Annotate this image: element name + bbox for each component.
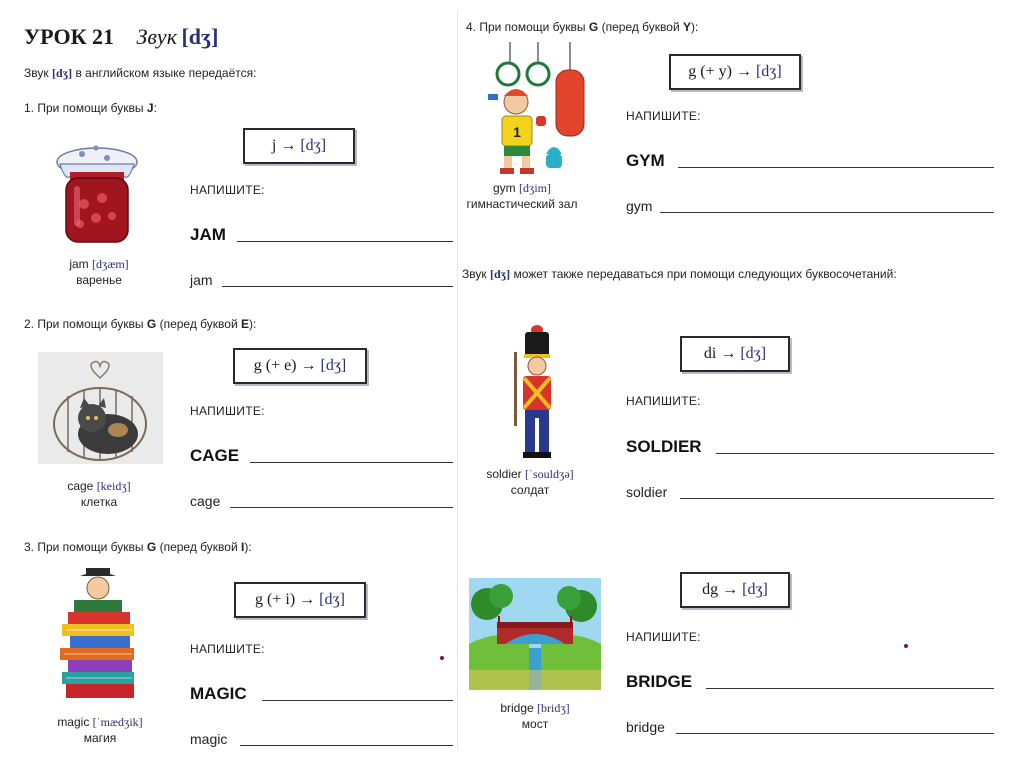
- word-upper-gym: GYM: [626, 151, 665, 170]
- rule-left: di →: [703, 345, 737, 362]
- magic-books-illustration: [56, 566, 142, 706]
- caption-ipa: [ˈmædʒik]: [92, 715, 143, 729]
- heading-prefix: 2. При помощи буквы: [24, 317, 144, 331]
- rule-ipa: [dʒ]: [755, 63, 782, 80]
- rule-left: g (+ i) →: [255, 591, 316, 608]
- writing-line-cage-lower[interactable]: [230, 507, 453, 508]
- heading-letter: J: [146, 101, 154, 115]
- rule-left: g (+ y) →: [688, 63, 752, 80]
- also-suffix: может также передаваться при помощи следующих буквосочетаний:: [513, 267, 897, 281]
- writing-line-gym-upper[interactable]: [678, 167, 994, 168]
- write-label-1: НАПИШИТЕ:: [190, 183, 265, 197]
- writing-line-bridge-lower[interactable]: [676, 733, 994, 734]
- rule-left: dg →: [702, 581, 739, 598]
- intro-suffix: в английском языке передаётся:: [75, 66, 257, 80]
- heading-prefix: 4. При помощи буквы: [466, 20, 586, 34]
- caption-ipa: [keidʒ]: [96, 479, 131, 493]
- rule-left: j →: [271, 137, 297, 154]
- heading-letter: G: [588, 20, 599, 34]
- heading-end: ):: [691, 20, 699, 34]
- intro-text: [24, 66, 256, 81]
- heading-letter: G: [146, 540, 157, 554]
- caption-translation: клетка: [80, 495, 118, 509]
- writing-line-magic-lower[interactable]: [240, 745, 453, 746]
- gym-illustration: [486, 42, 586, 176]
- writing-line-soldier-lower[interactable]: [680, 498, 994, 499]
- caption-cage: [44, 478, 154, 510]
- word-lower-jam: jam: [190, 272, 213, 288]
- heading-suffix: (перед буквой: [601, 20, 680, 34]
- lesson-number: УРОК 21: [24, 24, 115, 49]
- rule-ipa: [dʒ]: [742, 581, 768, 598]
- caption-magic: [40, 714, 160, 746]
- caption-translation: гимнастический зал: [466, 197, 578, 211]
- writing-line-cage-upper[interactable]: [250, 462, 453, 463]
- writing-line-gym-lower[interactable]: [660, 212, 994, 213]
- rule-ipa: [dʒ]: [320, 357, 347, 374]
- caption-gym: [462, 180, 582, 212]
- rule-box-dg: [680, 572, 790, 608]
- writing-line-jam-lower[interactable]: [222, 286, 453, 287]
- lesson-title: [24, 24, 218, 50]
- lesson-sound-word: Звук: [136, 24, 177, 49]
- rule-box-di: [680, 336, 790, 372]
- soldier-illustration: [510, 322, 564, 460]
- writing-line-jam-upper[interactable]: [237, 241, 453, 242]
- ink-dot: [904, 644, 908, 648]
- write-label-2: НАПИШИТЕ:: [190, 404, 265, 418]
- rule-box-gy: [669, 54, 801, 90]
- cage-illustration: [38, 352, 163, 464]
- section-4-heading: [466, 20, 698, 34]
- rule-ipa: [dʒ]: [740, 345, 767, 362]
- heading-suffix: :: [153, 101, 157, 115]
- caption-translation: варенье: [76, 273, 122, 287]
- lesson-sound: [dʒ]: [181, 24, 219, 49]
- also-sound: [dʒ]: [489, 267, 511, 281]
- caption-translation: мост: [521, 717, 549, 731]
- caption-ipa: [dʒim]: [519, 181, 551, 195]
- word-upper-soldier: SOLDIER: [626, 437, 702, 456]
- rule-ipa: [dʒ]: [300, 137, 327, 154]
- heading-end: ):: [244, 540, 252, 554]
- rule-ipa: [dʒ]: [319, 591, 345, 608]
- section-3-heading: [24, 540, 252, 554]
- writing-line-magic-upper[interactable]: [262, 700, 453, 701]
- caption-word: soldier: [486, 467, 522, 481]
- heading-letter-2: I: [241, 540, 245, 554]
- word-upper-magic: MAGIC: [190, 684, 247, 703]
- caption-translation: солдат: [510, 483, 550, 497]
- caption-word: jam: [69, 257, 89, 271]
- rule-left: g (+ e) →: [253, 357, 317, 374]
- intro-sound: [dʒ]: [51, 66, 73, 80]
- caption-word: bridge: [500, 701, 534, 715]
- heading-letter: G: [146, 317, 157, 331]
- caption-soldier: [470, 466, 590, 498]
- also-prefix: Звук: [462, 267, 487, 281]
- heading-end: ):: [249, 317, 257, 331]
- caption-bridge: [470, 700, 600, 732]
- word-lower-bridge: bridge: [626, 719, 665, 735]
- rule-box-ge: [233, 348, 367, 384]
- write-label-4: НАПИШИТЕ:: [626, 109, 701, 123]
- section-1-heading: [24, 101, 157, 115]
- caption-jam: [44, 256, 154, 288]
- heading-suffix: (перед буквой: [159, 540, 238, 554]
- heading-letter-2: E: [241, 317, 250, 331]
- word-lower-cage: cage: [190, 493, 221, 509]
- heading-prefix: 3. При помощи буквы: [24, 540, 144, 554]
- rule-box-j: [243, 128, 355, 164]
- svg-text:1: 1: [513, 124, 521, 140]
- write-label-3: НАПИШИТЕ:: [190, 642, 265, 656]
- section-2-heading: [24, 317, 256, 331]
- caption-ipa: [ˈsouldʒə]: [525, 467, 574, 481]
- caption-ipa: [bridʒ]: [537, 701, 570, 715]
- bridge-illustration: [469, 578, 601, 690]
- intro-prefix: Звук: [24, 66, 49, 80]
- caption-word: cage: [67, 479, 94, 493]
- word-lower-magic: magic: [190, 731, 228, 747]
- writing-line-bridge-upper[interactable]: [706, 688, 994, 689]
- word-upper-bridge: BRIDGE: [626, 672, 693, 691]
- column-divider: [457, 10, 458, 750]
- caption-word: magic: [57, 715, 90, 729]
- word-upper-cage: CAGE: [190, 446, 240, 465]
- word-upper-jam: JAM: [190, 225, 226, 244]
- jam-jar-illustration: [52, 136, 142, 246]
- write-label-6: НАПИШИТЕ:: [626, 630, 701, 644]
- caption-ipa: [dʒæm]: [92, 257, 129, 271]
- word-lower-soldier: soldier: [626, 484, 668, 500]
- write-label-5: НАПИШИТЕ:: [626, 394, 701, 408]
- writing-line-soldier-upper[interactable]: [716, 453, 994, 454]
- heading-suffix: (перед буквой: [159, 317, 238, 331]
- rule-box-gi: [234, 582, 366, 618]
- word-lower-gym: gym: [626, 198, 653, 214]
- caption-translation: магия: [83, 731, 117, 745]
- heading-prefix: 1. При помощи буквы: [24, 101, 144, 115]
- ink-dot: [440, 656, 444, 660]
- also-text: [462, 267, 897, 282]
- caption-word: gym: [492, 181, 516, 195]
- heading-letter-2: Y: [683, 20, 692, 34]
